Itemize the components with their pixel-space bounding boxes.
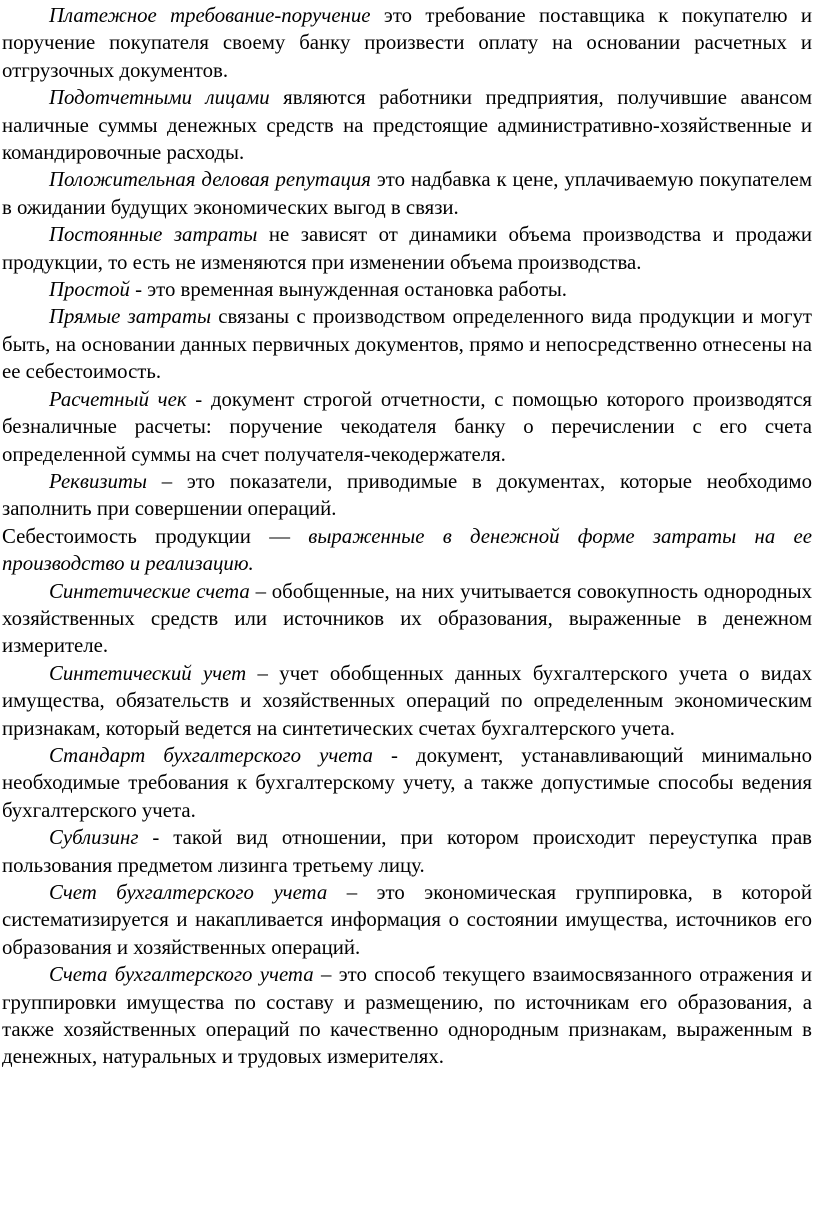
glossary-entry-accounting-standard <box>2 742 812 824</box>
glossary-entry-downtime <box>2 276 812 303</box>
glossary-entry-synthetic-accounting <box>2 660 812 742</box>
glossary-entry-accounting-account <box>2 879 812 961</box>
glossary-entry-requisites <box>2 468 812 523</box>
definition: - документ, устанавливающий минимально необходимые требования к бухгалтерскому учету, а также допустимые способы ведения бухгалтерского учета. <box>2 743 812 822</box>
definition: – это экономическая группировка, в которой систематизируется и накапливается информация о состоянии имущества, источников его образования и хозяйственных операций. <box>2 881 812 959</box>
term: Синтетические счета <box>49 579 250 603</box>
glossary-entry-cheque <box>2 386 812 468</box>
glossary-entry-goodwill <box>2 166 812 221</box>
definition: являются работники предприятия, получившие авансом наличные суммы денежных средств на предстоящие административно-хозяйственные и командировочные расходы. <box>2 86 813 165</box>
definition: - такой вид отношении, при котором происходит переуступка прав пользования предметом лизинга третьему лицу. <box>2 826 812 877</box>
term: Синтетический учет <box>49 661 247 685</box>
glossary-entry-synthetic-accounts <box>2 578 812 660</box>
definition: это требование поставщика к покупателю и поручение покупателя своему банку произвести оплату на основании расчетных и отгрузочных документов. <box>2 4 812 82</box>
glossary-entry-accountable-persons <box>2 84 812 166</box>
glossary-entry-production-cost <box>2 523 812 578</box>
definition: - документ строгой отчетности, с помощью которого производятся безналичные расчеты: поручение чекодателя банку о перечислении с его счета определенной суммы на счет получателя-чекодержателя. <box>2 387 812 466</box>
term: Подотчетными лицами <box>49 86 270 110</box>
definition: не зависят от динамики объема производства и продажи продукции, то есть не изменяются при изменении объема производства. <box>2 223 812 274</box>
term: Сублизинг <box>49 826 139 850</box>
definition: связаны с производством определенного вида продукции и могут быть, на основании данных первичных документов, прямо и непосредственно отнесены на ее себестоимость. <box>2 305 812 384</box>
glossary-entry-payment-request <box>2 2 812 84</box>
glossary-entry-accounting-accounts <box>2 961 812 1071</box>
definition: - это временная вынужденная остановка работы. <box>129 278 567 302</box>
definition: – учет обобщенных данных бухгалтерского учета о видах имущества, обязательств и хозяйственных операций по определенным экономическим признакам, который ведется на синтетических счетах бухгалтерского учета. <box>2 661 812 740</box>
definition: – это показатели, приводимые в документах, которые необходимо заполнить при совершении операций. <box>2 469 812 521</box>
term: Счета бухгалтерского учета <box>49 963 314 987</box>
glossary-entry-fixed-costs <box>2 221 812 276</box>
glossary-entry-subleasing <box>2 824 812 879</box>
term: Постоянные затраты <box>49 223 258 247</box>
term: Себестоимость продукции — <box>2 524 309 548</box>
definition: выраженные в денежной форме затраты на ее производство и реализацию. <box>2 524 812 576</box>
glossary-entry-direct-costs <box>2 303 812 385</box>
definition: – обобщенные, на них учитывается совокупность однородных хозяйственных средств или источников их образования, выраженные в денежном измерителе. <box>2 579 812 658</box>
definition: – это способ текущего взаимосвязанного отражения и группировки имущества по составу и размещению, по источникам его образования, а также хозяйственных операций по качественно однородным признакам, выраженным в денежных, натуральных и трудовых измерителях. <box>2 963 812 1069</box>
term: Прямые затраты <box>49 305 212 329</box>
term: Простой <box>49 278 130 302</box>
term: Платежное требование-поручение <box>49 4 371 27</box>
term: Стандарт бухгалтерского учета <box>49 743 373 767</box>
definition: это надбавка к цене, уплачиваемую покупателем в ожидании будущих экономических выгод в связи. <box>2 168 812 219</box>
term: Расчетный чек <box>49 387 187 411</box>
term: Положительная деловая репутация <box>49 168 371 192</box>
term: Счет бухгалтерского учета <box>49 881 328 904</box>
term: Реквизиты <box>49 469 147 493</box>
